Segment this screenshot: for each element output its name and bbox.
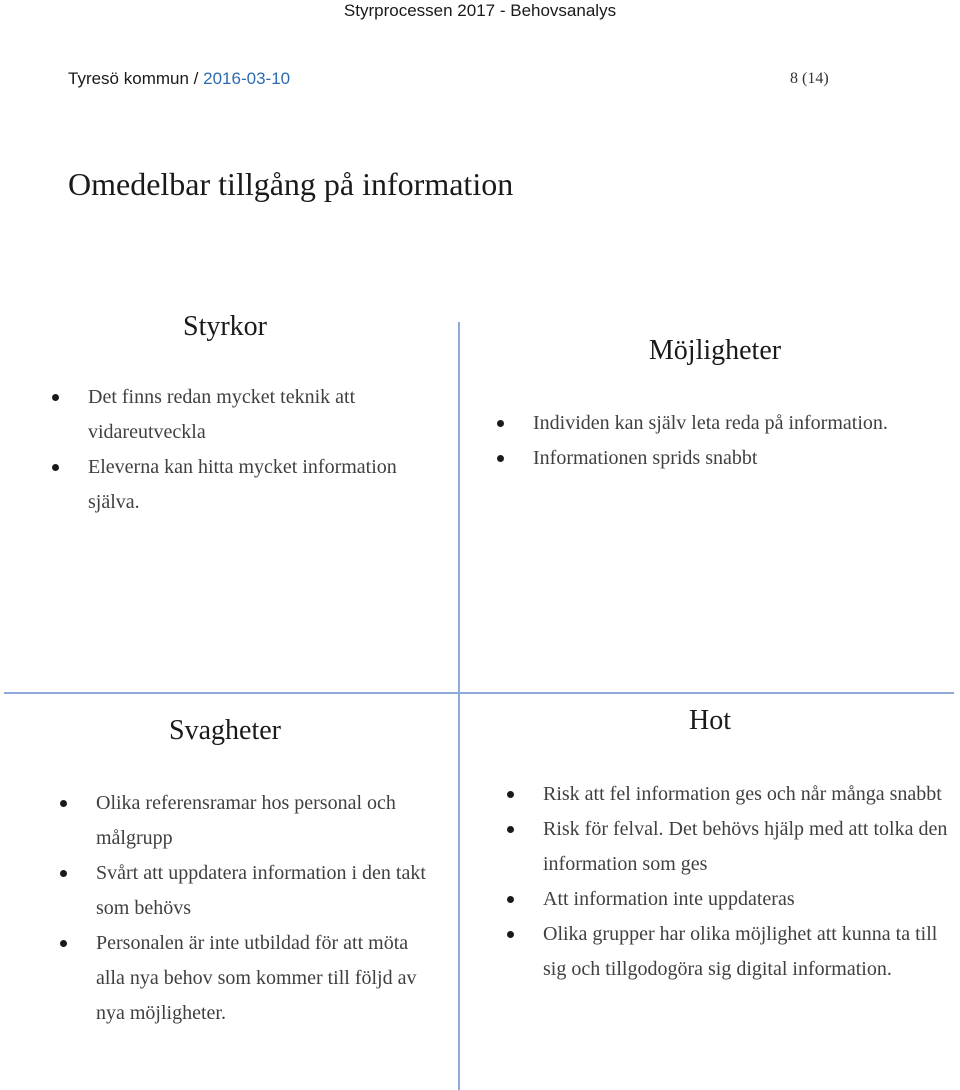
horizontal-divider	[4, 692, 954, 694]
list-item-text: Olika referensramar hos personal och målgrupp	[96, 792, 396, 849]
weaknesses-title: Svagheter	[169, 715, 281, 746]
list-item	[88, 450, 428, 520]
bullet-icon	[507, 791, 514, 798]
list-item	[543, 917, 958, 987]
list-item-text: Svårt att uppdatera information i den takt som behövs	[96, 862, 426, 919]
bullet-icon	[60, 800, 67, 807]
document-date: 2016-03-10	[203, 69, 291, 88]
page-title: Omedelbar tillgång på information	[68, 166, 514, 202]
bullet-icon	[60, 870, 67, 877]
bullet-icon	[507, 896, 514, 903]
list-item	[88, 380, 428, 450]
list-item	[533, 406, 953, 441]
weaknesses-list	[96, 786, 441, 1031]
page-indicator: 8 (14)	[790, 70, 829, 87]
bullet-icon	[507, 826, 514, 833]
strengths-list	[88, 380, 428, 520]
document-header	[68, 68, 290, 90]
list-item-text: Risk att fel information ges och når många snabbt	[543, 783, 942, 805]
list-item	[96, 926, 441, 1031]
list-item-text: Personalen är inte utbildad för att möta alla nya behov som kommer till följd av nya möjligheter.	[96, 932, 417, 1024]
strengths-title: Styrkor	[183, 311, 267, 342]
list-item	[543, 777, 958, 812]
bullet-icon	[497, 455, 504, 462]
vertical-divider	[458, 322, 460, 1090]
opportunities-title: Möjligheter	[648, 335, 782, 366]
opportunities-list	[533, 406, 953, 476]
list-item-text: Att information inte uppdateras	[543, 888, 795, 910]
list-item-text: Det finns redan mycket teknik att vidareutveckla	[88, 386, 356, 443]
list-item	[96, 786, 441, 856]
org-name: Tyresö kommun	[68, 69, 189, 88]
bullet-icon	[497, 420, 504, 427]
list-item-text: Informationen sprids snabbt	[533, 447, 758, 469]
bullet-icon	[60, 940, 67, 947]
list-item	[533, 441, 953, 476]
list-item-text: Eleverna kan hitta mycket information själva.	[88, 456, 397, 513]
list-item-text: Individen kan själv leta reda på information.	[533, 412, 888, 434]
bullet-icon	[52, 464, 59, 471]
threats-title: Hot	[689, 705, 731, 736]
list-item-text: Risk för felval. Det behövs hjälp med att tolka den information som ges	[543, 818, 948, 875]
list-item	[543, 882, 958, 917]
running-title: Styrprocessen 2017 - Behovsanalys	[343, 1, 617, 20]
list-item-text: Olika grupper har olika möjlighet att kunna ta till sig och tillgodogöra sig digital information.	[543, 923, 938, 980]
header-separator: /	[193, 69, 199, 88]
list-item	[543, 812, 958, 882]
list-item	[96, 856, 441, 926]
threats-list	[543, 777, 958, 987]
bullet-icon	[52, 394, 59, 401]
bullet-icon	[507, 931, 514, 938]
